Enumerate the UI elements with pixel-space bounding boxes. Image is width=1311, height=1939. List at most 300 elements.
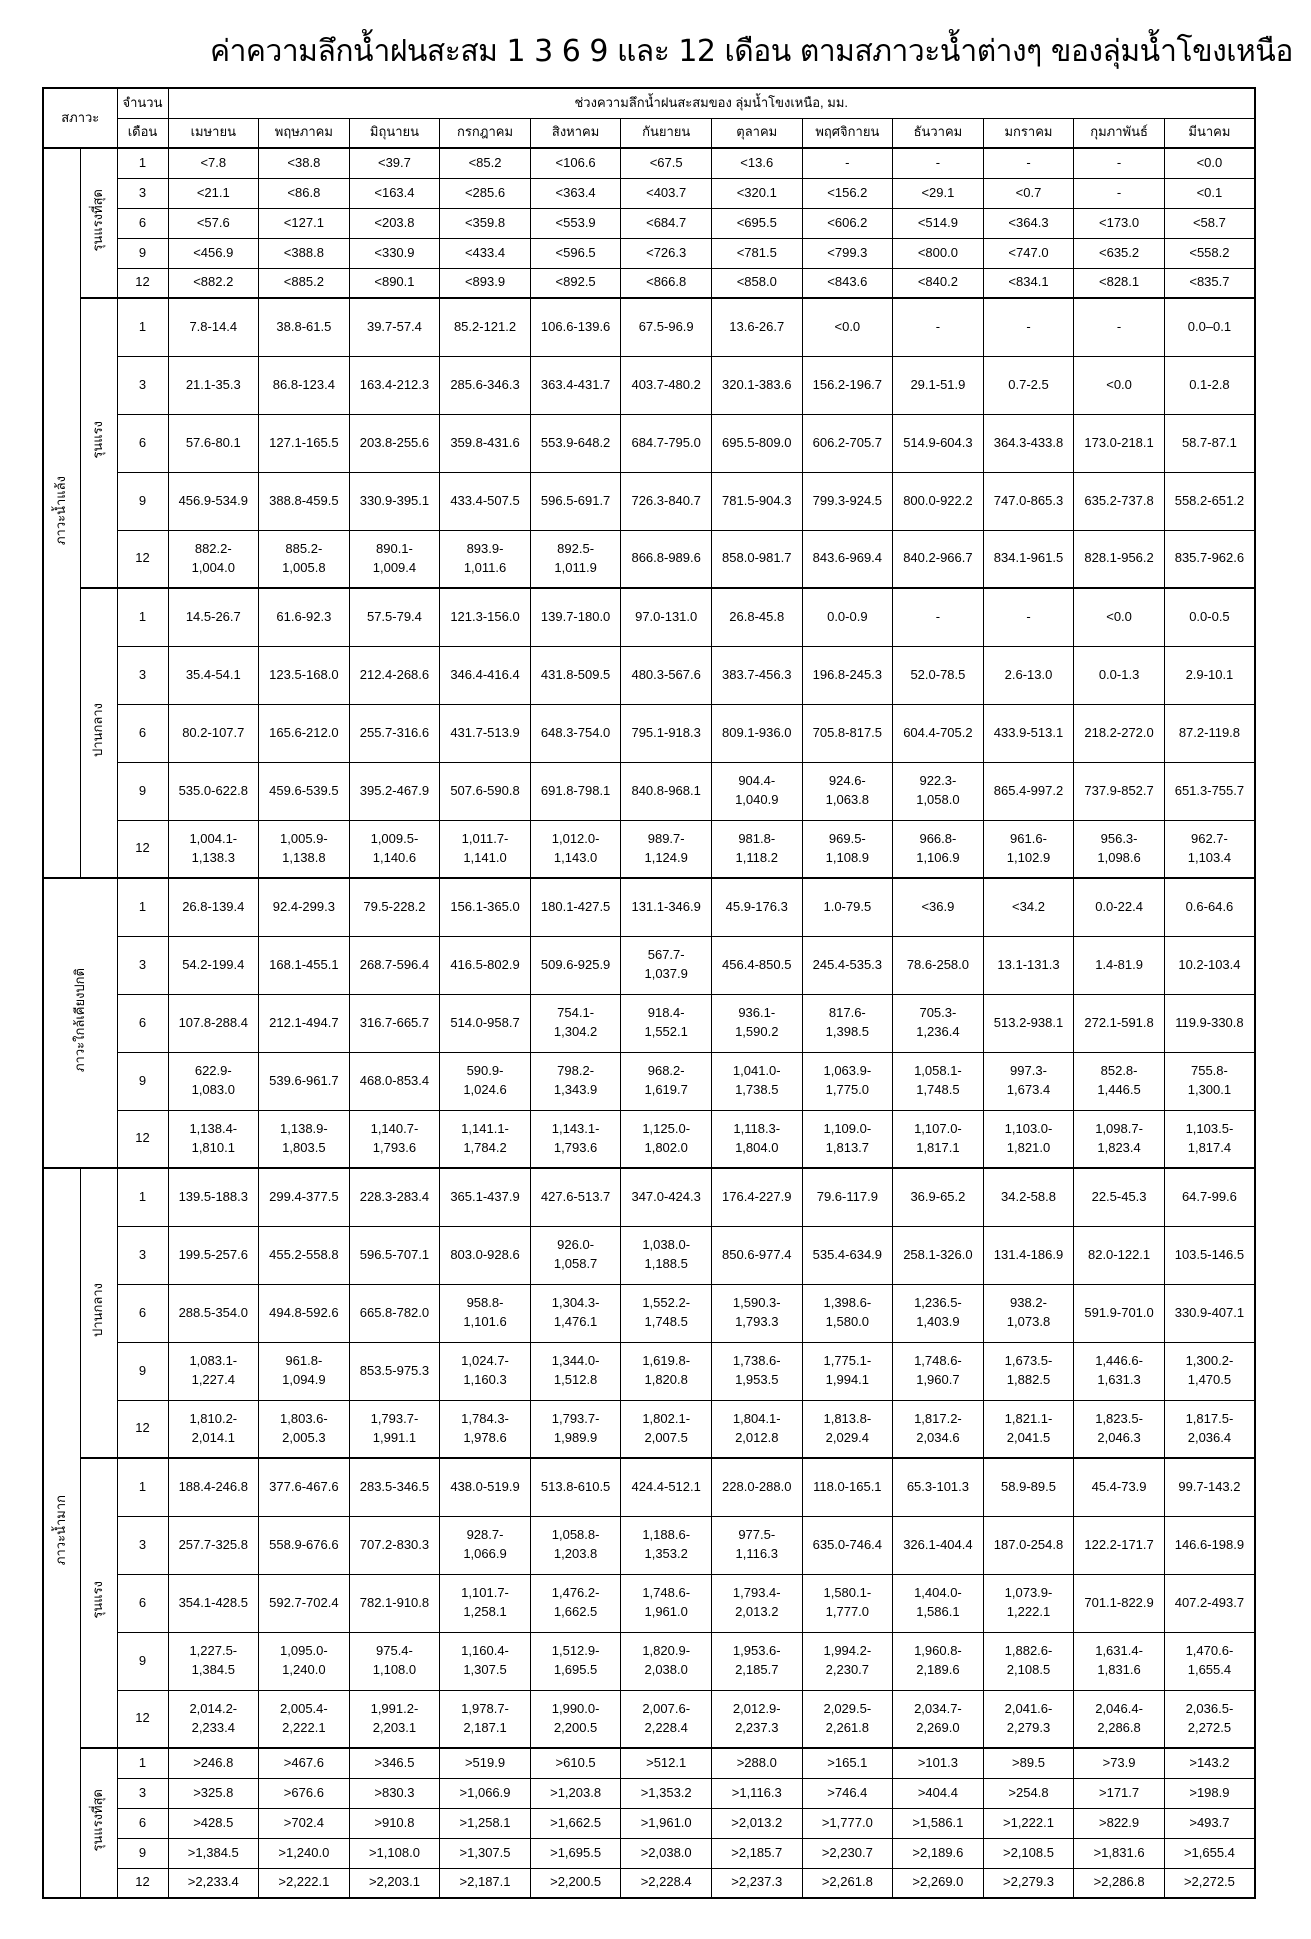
value-cell: 1,803.6- 2,005.3 [259, 1400, 350, 1458]
value-cell: 1,125.0- 1,802.0 [621, 1110, 712, 1168]
value-cell: 817.6- 1,398.5 [802, 994, 893, 1052]
value-cell: 35.4-54.1 [168, 646, 259, 704]
value-cell: 1,793.4- 2,013.2 [711, 1574, 802, 1632]
value-cell: 635.0-746.4 [802, 1516, 893, 1574]
value-cell: - [1074, 148, 1165, 178]
value-cell: 507.6-590.8 [440, 762, 531, 820]
value-cell: 1,590.3- 1,793.3 [711, 1284, 802, 1342]
value-cell: 299.4-377.5 [259, 1168, 350, 1226]
value-cell: 388.8-459.5 [259, 472, 350, 530]
table-row [43, 356, 1255, 414]
value-cell: 1,631.4- 1,831.6 [1074, 1632, 1165, 1690]
value-cell: 1,978.7- 2,187.1 [440, 1690, 531, 1748]
value-cell: 968.2- 1,619.7 [621, 1052, 712, 1110]
value-cell: <0.0 [1074, 356, 1165, 414]
value-cell: <86.8 [259, 178, 350, 208]
value-cell: - [983, 148, 1074, 178]
severity-label-text: รุนแรง [90, 421, 106, 459]
table-row [43, 1400, 1255, 1458]
value-cell: 22.5-45.3 [1074, 1168, 1165, 1226]
value-cell: >1,777.0 [802, 1808, 893, 1838]
value-cell: <58.7 [1164, 208, 1255, 238]
value-cell: 1,960.8- 2,189.6 [893, 1632, 984, 1690]
value-cell: 665.8-782.0 [349, 1284, 440, 1342]
value-cell: >143.2 [1164, 1748, 1255, 1778]
value-cell: 1,004.1- 1,138.3 [168, 820, 259, 878]
months-count-cell: 3 [117, 356, 168, 414]
header-months-count-top: จำนวน [117, 88, 168, 118]
value-cell: 1,810.2- 2,014.1 [168, 1400, 259, 1458]
value-cell: 1,821.1- 2,041.5 [983, 1400, 1074, 1458]
value-cell: >246.8 [168, 1748, 259, 1778]
value-cell: >1,586.1 [893, 1808, 984, 1838]
table-row [43, 1168, 1255, 1226]
value-cell: 131.1-346.9 [621, 878, 712, 936]
value-cell: 1,095.0- 1,240.0 [259, 1632, 350, 1690]
value-cell: 285.6-346.3 [440, 356, 531, 414]
value-cell: <726.3 [621, 238, 712, 268]
value-cell: - [893, 148, 984, 178]
value-cell: >171.7 [1074, 1778, 1165, 1808]
value-cell: <885.2 [259, 268, 350, 298]
value-cell: <57.6 [168, 208, 259, 238]
value-cell: 726.3-840.7 [621, 472, 712, 530]
value-cell: >2,230.7 [802, 1838, 893, 1868]
value-cell: 0.0-0.5 [1164, 588, 1255, 646]
value-cell: 890.1- 1,009.4 [349, 530, 440, 588]
value-cell: 218.2-272.0 [1074, 704, 1165, 762]
value-cell: 691.8-798.1 [530, 762, 621, 820]
severity-label [80, 1748, 117, 1898]
value-cell: 936.1- 1,590.2 [711, 994, 802, 1052]
table-row [43, 268, 1255, 298]
table-row [43, 414, 1255, 472]
value-cell: 1,552.2- 1,748.5 [621, 1284, 712, 1342]
value-cell: 123.5-168.0 [259, 646, 350, 704]
value-cell: 1,109.0- 1,813.7 [802, 1110, 893, 1168]
value-cell: 1,024.7- 1,160.3 [440, 1342, 531, 1400]
months-count-cell: 9 [117, 762, 168, 820]
value-cell: <13.6 [711, 148, 802, 178]
value-cell: 2.6-13.0 [983, 646, 1074, 704]
value-cell: 1,748.6- 1,961.0 [621, 1574, 712, 1632]
value-cell: - [802, 148, 893, 178]
months-count-cell: 6 [117, 1808, 168, 1838]
value-cell: 64.7-99.6 [1164, 1168, 1255, 1226]
value-cell: 997.3- 1,673.4 [983, 1052, 1074, 1110]
value-cell: 13.6-26.7 [711, 298, 802, 356]
value-cell: 180.1-427.5 [530, 878, 621, 936]
value-cell: 416.5-802.9 [440, 936, 531, 994]
value-cell: 118.0-165.1 [802, 1458, 893, 1516]
header-month: พฤษภาคม [259, 118, 350, 148]
value-cell: 1,300.2- 1,470.5 [1164, 1342, 1255, 1400]
value-cell: 38.8-61.5 [259, 298, 350, 356]
value-cell: 245.4-535.3 [802, 936, 893, 994]
value-cell: 799.3-924.5 [802, 472, 893, 530]
value-cell: 977.5- 1,116.3 [711, 1516, 802, 1574]
value-cell: 403.7-480.2 [621, 356, 712, 414]
value-cell: 989.7- 1,124.9 [621, 820, 712, 878]
value-cell: 365.1-437.9 [440, 1168, 531, 1226]
value-cell: >2,269.0 [893, 1868, 984, 1898]
value-cell: 103.5-146.5 [1164, 1226, 1255, 1284]
value-cell: 456.9-534.9 [168, 472, 259, 530]
value-cell: 904.4- 1,040.9 [711, 762, 802, 820]
value-cell: <21.1 [168, 178, 259, 208]
value-cell: 480.3-567.6 [621, 646, 712, 704]
value-cell: 918.4- 1,552.1 [621, 994, 712, 1052]
value-cell: 407.2-493.7 [1164, 1574, 1255, 1632]
months-count-cell: 3 [117, 646, 168, 704]
value-cell: 0.1-2.8 [1164, 356, 1255, 414]
value-cell: 596.5-707.1 [349, 1226, 440, 1284]
value-cell: >2,189.6 [893, 1838, 984, 1868]
value-cell: 168.1-455.1 [259, 936, 350, 994]
value-cell: 82.0-122.1 [1074, 1226, 1165, 1284]
value-cell: 1,138.4- 1,810.1 [168, 1110, 259, 1168]
value-cell: 1,994.2- 2,230.7 [802, 1632, 893, 1690]
value-cell: >428.5 [168, 1808, 259, 1838]
table-row [43, 1778, 1255, 1808]
value-cell: >2,038.0 [621, 1838, 712, 1868]
value-cell: 1.4-81.9 [1074, 936, 1165, 994]
table-row [43, 1516, 1255, 1574]
value-cell: 0.0–0.1 [1164, 298, 1255, 356]
value-cell: 455.2-558.8 [259, 1226, 350, 1284]
value-cell: 1,011.7- 1,141.0 [440, 820, 531, 878]
table-row [43, 178, 1255, 208]
value-cell: 1,118.3- 1,804.0 [711, 1110, 802, 1168]
value-cell: 737.9-852.7 [1074, 762, 1165, 820]
value-cell: 558.9-676.6 [259, 1516, 350, 1574]
value-cell: 283.5-346.5 [349, 1458, 440, 1516]
value-cell: 782.1-910.8 [349, 1574, 440, 1632]
value-cell: 1,304.3- 1,476.1 [530, 1284, 621, 1342]
severity-label-text: ปานกลาง [90, 1283, 106, 1338]
months-count-cell: 9 [117, 472, 168, 530]
value-cell: <866.8 [621, 268, 712, 298]
value-cell: 924.6- 1,063.8 [802, 762, 893, 820]
value-cell: 1,784.3- 1,978.6 [440, 1400, 531, 1458]
value-cell: 468.0-853.4 [349, 1052, 440, 1110]
value-cell: 1,038.0- 1,188.5 [621, 1226, 712, 1284]
value-cell: 695.5-809.0 [711, 414, 802, 472]
table-row [43, 646, 1255, 704]
value-cell: 13.1-131.3 [983, 936, 1074, 994]
months-count-cell: 6 [117, 208, 168, 238]
value-cell: >2,013.2 [711, 1808, 802, 1838]
value-cell: >2,233.4 [168, 1868, 259, 1898]
value-cell: 163.4-212.3 [349, 356, 440, 414]
value-cell: 882.2- 1,004.0 [168, 530, 259, 588]
value-cell: 1,103.0- 1,821.0 [983, 1110, 1074, 1168]
value-cell: 212.1-494.7 [259, 994, 350, 1052]
value-cell: 1,990.0- 2,200.5 [530, 1690, 621, 1748]
value-cell: 535.4-634.9 [802, 1226, 893, 1284]
value-cell: 1,098.7- 1,823.4 [1074, 1110, 1165, 1168]
value-cell: 1,344.0- 1,512.8 [530, 1342, 621, 1400]
value-cell: 1,793.7- 1,989.9 [530, 1400, 621, 1458]
value-cell: 1.0-79.5 [802, 878, 893, 936]
value-cell: 558.2-651.2 [1164, 472, 1255, 530]
value-cell: 828.1-956.2 [1074, 530, 1165, 588]
value-cell: >746.4 [802, 1778, 893, 1808]
value-cell: 354.1-428.5 [168, 1574, 259, 1632]
value-cell: 58.9-89.5 [983, 1458, 1074, 1516]
value-cell: 2,007.6- 2,228.4 [621, 1690, 712, 1748]
value-cell: 1,227.5- 1,384.5 [168, 1632, 259, 1690]
value-cell: <828.1 [1074, 268, 1165, 298]
value-cell: 0.0-22.4 [1074, 878, 1165, 936]
value-cell: 961.6- 1,102.9 [983, 820, 1074, 878]
value-cell: <558.2 [1164, 238, 1255, 268]
value-cell: >73.9 [1074, 1748, 1165, 1778]
value-cell: 701.1-822.9 [1074, 1574, 1165, 1632]
value-cell: <34.2 [983, 878, 1074, 936]
months-count-cell: 1 [117, 298, 168, 356]
value-cell: <359.8 [440, 208, 531, 238]
value-cell: 131.4-186.9 [983, 1226, 1074, 1284]
months-count-cell: 1 [117, 878, 168, 936]
value-cell: 431.8-509.5 [530, 646, 621, 704]
page-title: ค่าความลึกน้ำฝนสะสม 1 3 6 9 และ 12 เดือน ตามสภาวะน้ำต่างๆ ของลุ่มน้ำโขงเหนือ [210, 34, 1293, 69]
value-cell: 803.0-928.6 [440, 1226, 531, 1284]
value-cell: <163.4 [349, 178, 440, 208]
value-cell: 938.2- 1,073.8 [983, 1284, 1074, 1342]
rainfall-table [42, 87, 1256, 1899]
header-month: ธันวาคม [893, 118, 984, 148]
value-cell: 268.7-596.4 [349, 936, 440, 994]
value-cell: >2,237.3 [711, 1868, 802, 1898]
value-cell: 1,817.5- 2,036.4 [1164, 1400, 1255, 1458]
value-cell: 139.7-180.0 [530, 588, 621, 646]
value-cell: >910.8 [349, 1808, 440, 1838]
value-cell: 509.6-925.9 [530, 936, 621, 994]
value-cell: 1,103.5- 1,817.4 [1164, 1110, 1255, 1168]
value-cell: 212.4-268.6 [349, 646, 440, 704]
value-cell: 1,143.1- 1,793.6 [530, 1110, 621, 1168]
value-cell: 433.4-507.5 [440, 472, 531, 530]
value-cell: <840.2 [893, 268, 984, 298]
value-cell: 648.3-754.0 [530, 704, 621, 762]
value-cell: 107.8-288.4 [168, 994, 259, 1052]
value-cell: 1,107.0- 1,817.1 [893, 1110, 984, 1168]
severity-label [80, 588, 117, 878]
value-cell: >512.1 [621, 1748, 712, 1778]
value-cell: 858.0-981.7 [711, 530, 802, 588]
value-cell: 1,823.5- 2,046.3 [1074, 1400, 1165, 1458]
months-count-cell: 12 [117, 1690, 168, 1748]
months-count-cell: 9 [117, 238, 168, 268]
months-count-cell: 1 [117, 1458, 168, 1516]
value-cell: 1,041.0- 1,738.5 [711, 1052, 802, 1110]
table-row [43, 1342, 1255, 1400]
condition-label-text: ภาวะใกล้เคียงปกติ [71, 968, 87, 1073]
value-cell: <7.8 [168, 148, 259, 178]
value-cell: 326.1-404.4 [893, 1516, 984, 1574]
value-cell: 1,804.1- 2,012.8 [711, 1400, 802, 1458]
value-cell: 316.7-665.7 [349, 994, 440, 1052]
value-cell: 1,058.1- 1,748.5 [893, 1052, 984, 1110]
value-cell: <388.8 [259, 238, 350, 268]
value-cell: >89.5 [983, 1748, 1074, 1778]
severity-label-text: ปานกลาง [90, 703, 106, 758]
value-cell: 535.0-622.8 [168, 762, 259, 820]
value-cell: <747.0 [983, 238, 1074, 268]
value-cell: >101.3 [893, 1748, 984, 1778]
value-cell: 86.8-123.4 [259, 356, 350, 414]
value-cell: <893.9 [440, 268, 531, 298]
value-cell: <835.7 [1164, 268, 1255, 298]
months-count-cell: 6 [117, 994, 168, 1052]
months-count-cell: 12 [117, 530, 168, 588]
table-row [43, 472, 1255, 530]
value-cell: >1,116.3 [711, 1778, 802, 1808]
value-cell: 514.9-604.3 [893, 414, 984, 472]
months-count-cell: 6 [117, 704, 168, 762]
value-cell: 1,813.8- 2,029.4 [802, 1400, 893, 1458]
value-cell: <882.2 [168, 268, 259, 298]
value-cell: 2,041.6- 2,279.3 [983, 1690, 1074, 1748]
value-cell: 922.3- 1,058.0 [893, 762, 984, 820]
value-cell: >1,203.8 [530, 1778, 621, 1808]
value-cell: <684.7 [621, 208, 712, 238]
months-count-cell: 6 [117, 1574, 168, 1632]
value-cell: <320.1 [711, 178, 802, 208]
value-cell: 707.2-830.3 [349, 1516, 440, 1574]
value-cell: <173.0 [1074, 208, 1165, 238]
value-cell: - [893, 298, 984, 356]
value-cell: 79.5-228.2 [349, 878, 440, 936]
value-cell: 92.4-299.3 [259, 878, 350, 936]
value-cell: 1,188.6- 1,353.2 [621, 1516, 712, 1574]
value-cell: 7.8-14.4 [168, 298, 259, 356]
value-cell: <514.9 [893, 208, 984, 238]
value-cell: 346.4-416.4 [440, 646, 531, 704]
value-cell: 705.3- 1,236.4 [893, 994, 984, 1052]
table-row [43, 238, 1255, 268]
value-cell: <403.7 [621, 178, 712, 208]
value-cell: <0.0 [802, 298, 893, 356]
value-cell: 843.6-969.4 [802, 530, 893, 588]
header-month: มีนาคม [1164, 118, 1255, 148]
value-cell: 121.3-156.0 [440, 588, 531, 646]
value-cell: 1,748.6- 1,960.7 [893, 1342, 984, 1400]
value-cell: 36.9-65.2 [893, 1168, 984, 1226]
value-cell: 966.8- 1,106.9 [893, 820, 984, 878]
value-cell: 330.9-407.1 [1164, 1284, 1255, 1342]
header-months-count-bottom: เดือน [117, 118, 168, 148]
value-cell: 85.2-121.2 [440, 298, 531, 356]
value-cell: >346.5 [349, 1748, 440, 1778]
table-row [43, 762, 1255, 820]
months-count-cell: 1 [117, 1748, 168, 1778]
months-count-cell: 3 [117, 1778, 168, 1808]
value-cell: >822.9 [1074, 1808, 1165, 1838]
value-cell: <843.6 [802, 268, 893, 298]
value-cell: 1,005.9- 1,138.8 [259, 820, 350, 878]
value-cell: 2,012.9- 2,237.3 [711, 1690, 802, 1748]
value-cell: >493.7 [1164, 1808, 1255, 1838]
value-cell: 87.2-119.8 [1164, 704, 1255, 762]
value-cell: 34.2-58.8 [983, 1168, 1074, 1226]
value-cell: 2,014.2- 2,233.4 [168, 1690, 259, 1748]
value-cell: 58.7-87.1 [1164, 414, 1255, 472]
value-cell: 622.9- 1,083.0 [168, 1052, 259, 1110]
value-cell: 65.3-101.3 [893, 1458, 984, 1516]
value-cell: 433.9-513.1 [983, 704, 1074, 762]
table-row [43, 1690, 1255, 1748]
value-cell: 45.9-176.3 [711, 878, 802, 936]
value-cell: 1,738.6- 1,953.5 [711, 1342, 802, 1400]
value-cell: <800.0 [893, 238, 984, 268]
value-cell: 755.8- 1,300.1 [1164, 1052, 1255, 1110]
table-row [43, 1458, 1255, 1516]
value-cell: 651.3-755.7 [1164, 762, 1255, 820]
months-count-cell: 1 [117, 588, 168, 646]
value-cell: <39.7 [349, 148, 440, 178]
table-row [43, 1226, 1255, 1284]
value-cell: 840.2-966.7 [893, 530, 984, 588]
table-row [43, 530, 1255, 588]
value-cell: <834.1 [983, 268, 1074, 298]
value-cell: 2,034.7- 2,269.0 [893, 1690, 984, 1748]
value-cell: >2,187.1 [440, 1868, 531, 1898]
value-cell: 2,005.4- 2,222.1 [259, 1690, 350, 1748]
value-cell: 258.1-326.0 [893, 1226, 984, 1284]
condition-label-text: ภาวะน้ำมาก [53, 1495, 69, 1566]
value-cell: 1,236.5- 1,403.9 [893, 1284, 984, 1342]
value-cell: 962.7- 1,103.4 [1164, 820, 1255, 878]
value-cell: 754.1- 1,304.2 [530, 994, 621, 1052]
header-month: มกราคม [983, 118, 1074, 148]
value-cell: 798.2- 1,343.9 [530, 1052, 621, 1110]
value-cell: <36.9 [893, 878, 984, 936]
value-cell: 57.5-79.4 [349, 588, 440, 646]
value-cell: 395.2-467.9 [349, 762, 440, 820]
value-cell: 1,580.1- 1,777.0 [802, 1574, 893, 1632]
months-count-cell: 9 [117, 1342, 168, 1400]
value-cell: 747.0-865.3 [983, 472, 1074, 530]
value-cell: - [893, 588, 984, 646]
value-cell: 165.6-212.0 [259, 704, 350, 762]
value-cell: 0.7-2.5 [983, 356, 1074, 414]
value-cell: 513.2-938.1 [983, 994, 1074, 1052]
table-row [43, 208, 1255, 238]
value-cell: <364.3 [983, 208, 1074, 238]
value-cell: <799.3 [802, 238, 893, 268]
value-cell: <553.9 [530, 208, 621, 238]
table-row [43, 704, 1255, 762]
value-cell: >610.5 [530, 1748, 621, 1778]
value-cell: 1,802.1- 2,007.5 [621, 1400, 712, 1458]
value-cell: >1,258.1 [440, 1808, 531, 1838]
value-cell: 1,058.8- 1,203.8 [530, 1516, 621, 1574]
value-cell: >1,961.0 [621, 1808, 712, 1838]
value-cell: 893.9- 1,011.6 [440, 530, 531, 588]
value-cell: <285.6 [440, 178, 531, 208]
value-cell: 61.6-92.3 [259, 588, 350, 646]
value-cell: 494.8-592.6 [259, 1284, 350, 1342]
value-cell: <892.5 [530, 268, 621, 298]
value-cell: 79.6-117.9 [802, 1168, 893, 1226]
value-cell: >1,353.2 [621, 1778, 712, 1808]
value-cell: >467.6 [259, 1748, 350, 1778]
value-cell: 122.2-171.7 [1074, 1516, 1165, 1574]
value-cell: 2,046.4- 2,286.8 [1074, 1690, 1165, 1748]
value-cell: 196.8-245.3 [802, 646, 893, 704]
